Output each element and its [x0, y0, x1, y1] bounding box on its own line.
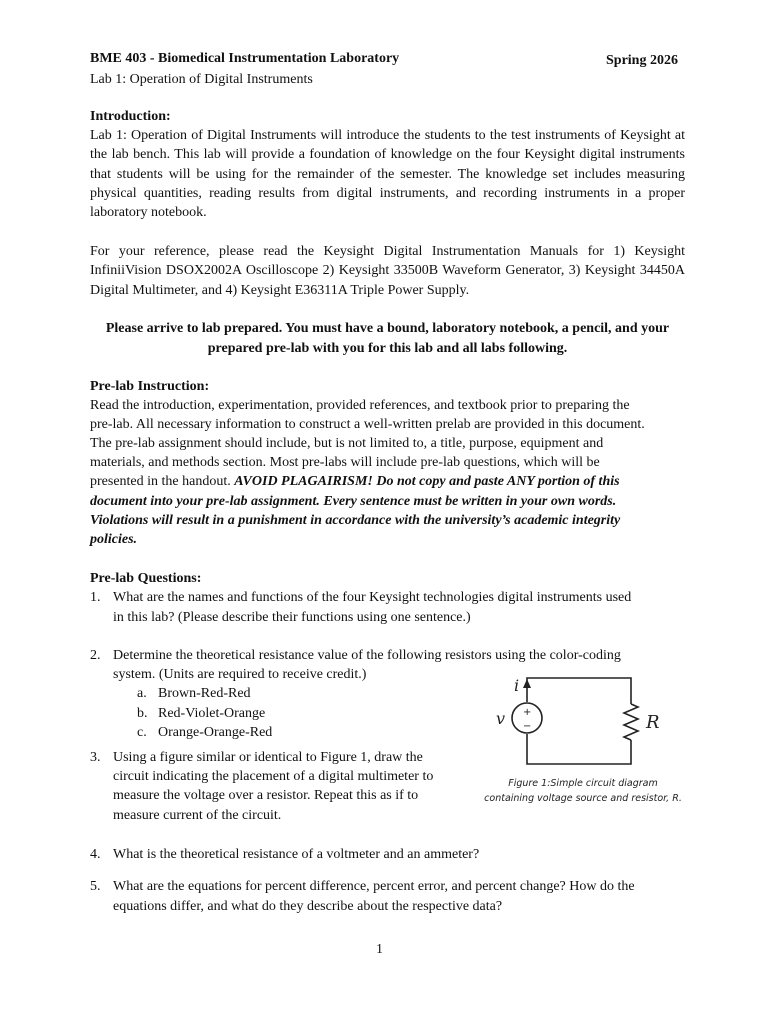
resistor-colors: Red-Violet-Orange: [158, 706, 266, 721]
figure-caption: [478, 776, 688, 806]
caption-line: Figure 1:Simple circuit diagram: [508, 778, 658, 789]
question-3-line: measure current of the circuit.: [113, 808, 282, 823]
resistor-colors: Orange-Orange-Red: [158, 725, 273, 740]
instruction-line-with-warning: [90, 472, 620, 491]
question-4-line: What is the theoretical resistance of a voltmeter and an ammeter?: [113, 847, 480, 862]
instruction-line: The pre-lab assignment should include, but is not limited to, a title, purpose, equipment and: [90, 436, 604, 451]
question-number: 5.: [90, 879, 101, 894]
instruction-text: presented in the handout.: [90, 474, 235, 489]
caption-line: containing voltage source and resistor, R.: [484, 793, 682, 804]
introduction-paragraph: Lab 1: Operation of Digital Instruments will introduce the students to the test instruments of Keysight at the lab bench. This lab will provide a foundation of knowledge on the four Keysight digital instruments that students will be using for the remainder of the semester. The knowledge set includes measuring physical quantities, reading results from digital instruments, and recording instruments in a proper laboratory notebook.: [90, 128, 685, 221]
subitem-label: b.: [137, 706, 148, 721]
question-number: 1.: [90, 590, 101, 605]
term-label: Spring 2026: [606, 53, 678, 68]
question-5-line: What are the equations for percent difference, percent error, and percent change? How do the: [113, 879, 635, 894]
bottom-wire: [527, 734, 631, 764]
circuit-diagram: [478, 668, 688, 776]
lab-title: Lab 1: Operation of Digital Instruments: [90, 72, 313, 87]
current-arrow-icon: [523, 679, 531, 688]
top-wire: [527, 678, 631, 704]
question-number: 4.: [90, 847, 101, 862]
question-5-line: equations differ, and what do they describe about the respective data?: [113, 899, 503, 914]
references-paragraph: For your reference, please read the Keysight Digital Instrumentation Manuals for 1) Keysight InfiniiVision DSOX2002A Oscilloscope 2) Keysight 33500B Waveform Generator, 3) Keysight 34450A Digital Multimeter, and 4) Keysight E36311A Triple Power Supply.: [90, 244, 685, 298]
plagiarism-warning-line: document into your pre-lab assignment. Every sentence must be written in your own words.: [90, 494, 617, 509]
plagiarism-warning-line: policies.: [90, 532, 138, 547]
resistor-item: [137, 723, 272, 742]
resistor-symbol: [624, 704, 638, 740]
current-label: i: [514, 676, 520, 695]
question-1-line: in this lab? (Please describe their functions using one sentence.): [113, 610, 471, 625]
page-number: 1: [376, 942, 383, 957]
resistor-colors: Brown-Red-Red: [158, 686, 251, 701]
resistor-label: R: [646, 712, 660, 733]
prelab-questions-heading: Pre-lab Questions:: [90, 571, 202, 586]
prelab-instruction-heading: Pre-lab Instruction:: [90, 379, 210, 394]
question-1-line: What are the names and functions of the four Keysight technologies digital instruments used: [113, 590, 632, 605]
question-2-line: system. (Units are required to receive credit.): [113, 667, 367, 682]
question-3-line: Using a figure similar or identical to Figure 1, draw the: [113, 750, 423, 765]
resistor-item: [137, 684, 251, 703]
subitem-label: a.: [137, 686, 147, 701]
question-number: 3.: [90, 750, 101, 765]
question-3-line: measure the voltage over a resistor. Repeat this as if to: [113, 788, 419, 803]
instruction-line: pre-lab. All necessary information to construct a well-written prelab are provided in this document.: [90, 417, 645, 432]
question-2-line: Determine the theoretical resistance value of the following resistors using the color-coding: [113, 648, 621, 663]
preparation-notice: Please arrive to lab prepared. You must have a bound, laboratory notebook, a pencil, and your prepared pre-lab with you for this lab and all labs following.: [105, 321, 670, 356]
resistor-item: [137, 704, 265, 723]
question-number: 2.: [90, 648, 101, 663]
introduction-heading: Introduction:: [90, 109, 171, 124]
plus-sign: +: [523, 707, 532, 718]
course-title: BME 403 - Biomedical Instrumentation Laboratory: [90, 51, 400, 66]
voltage-label: v: [496, 709, 506, 728]
subitem-label: c.: [137, 725, 147, 740]
plagiarism-warning: AVOID PLAGAIRISM! Do not copy and paste ANY portion of this: [234, 474, 620, 489]
plagiarism-warning-line: Violations will result in a punishment in accordance with the university’s academic integrity: [90, 513, 621, 528]
minus-sign: −: [523, 721, 532, 732]
question-3-line: circuit indicating the placement of a digital multimeter to: [113, 769, 434, 784]
instruction-line: Read the introduction, experimentation, provided references, and textbook prior to preparing the: [90, 398, 630, 413]
instruction-line: materials, and methods section. Most pre-labs will include pre-lab questions, which will be: [90, 455, 600, 470]
